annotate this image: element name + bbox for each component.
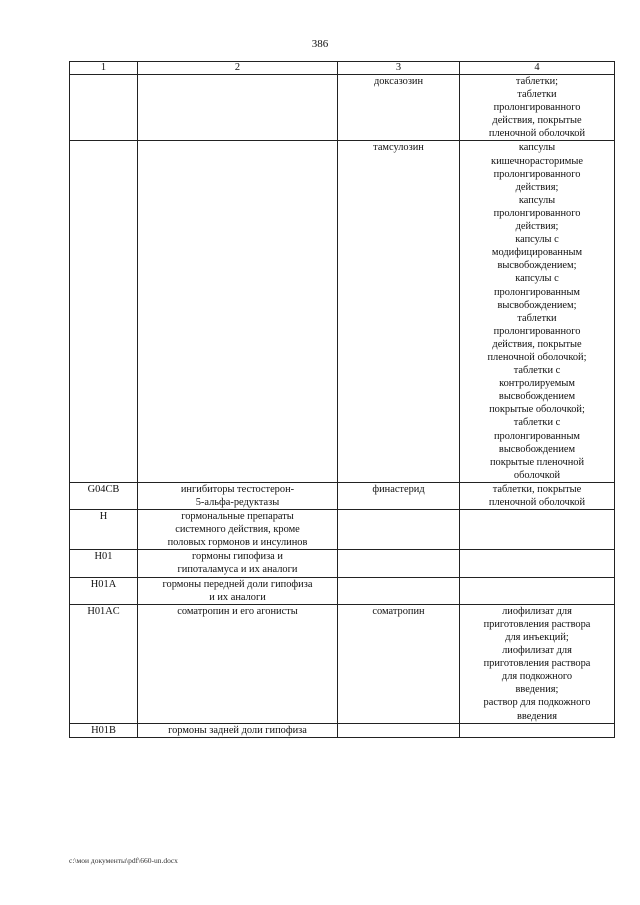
cell-text-line: H01AC	[87, 605, 120, 617]
table-row	[70, 141, 615, 482]
cell-text-line: оболочкой	[513, 469, 561, 481]
anatomical-group-cell	[138, 510, 338, 550]
cell-text-line: гипоталамуса и их аналоги	[177, 564, 298, 576]
cell-text-line: и их аналоги	[209, 591, 266, 603]
cell-text-line: пролонгированного	[493, 325, 581, 337]
cell-text-line: высвобождением;	[497, 299, 577, 311]
cell-text-line: пролонгированным	[493, 286, 581, 298]
cell-text-line: введения;	[515, 684, 559, 696]
anatomical-group-cell	[138, 604, 338, 723]
anatomical-group-cell	[138, 75, 338, 141]
anatomical-group-cell	[138, 550, 338, 577]
cell-text-line: пролонгированным	[493, 430, 581, 442]
cell-text-line: таблетки;	[515, 76, 559, 87]
cell-text-line: доксазозин	[373, 76, 424, 87]
atc-code-cell	[70, 510, 138, 550]
table-body	[70, 75, 615, 738]
cell-text-line: H01	[94, 551, 113, 563]
cell-text-line: соматропин	[372, 605, 425, 617]
cell-text-line: половых гормонов и инсулинов	[167, 537, 308, 549]
cell-text-line: капсулы с	[515, 273, 559, 285]
cell-text-line: покрытые пленочной	[489, 456, 585, 468]
table-row	[70, 510, 615, 550]
cell-text-line: гормоны передней доли гипофиза	[162, 578, 313, 590]
cell-text-line: гормоны задней доли гипофиза	[168, 724, 307, 736]
footer-file-path: c:\мои документы\pdf\660-un.docx	[69, 856, 178, 865]
dosage-forms-cell	[460, 550, 615, 577]
anatomical-group-cell	[138, 482, 338, 509]
atc-code-cell	[70, 723, 138, 737]
anatomical-group-cell	[138, 723, 338, 737]
dosage-forms-cell	[460, 75, 615, 141]
atc-code-cell	[70, 577, 138, 604]
atc-code-cell	[70, 75, 138, 141]
cell-text-line: для инъекций;	[505, 631, 569, 643]
column-header: 1	[70, 62, 138, 75]
cell-text-line: контролируемым	[499, 378, 575, 390]
table-row	[70, 577, 615, 604]
drug-name-cell	[338, 75, 460, 141]
cell-text-line: капсулы	[518, 194, 556, 206]
table-row	[70, 723, 615, 737]
column-header: 2	[138, 62, 338, 75]
cell-text-line: G04CB	[87, 483, 120, 495]
cell-text-line: для подкожного	[501, 671, 573, 683]
dosage-forms-cell	[460, 510, 615, 550]
cell-text-line: системного действия, кроме	[175, 524, 300, 536]
drug-name-cell	[338, 482, 460, 509]
cell-text-line: таблетки с	[513, 365, 561, 377]
cell-text-line: приготовления раствора	[483, 618, 591, 630]
dosage-forms-cell	[460, 723, 615, 737]
cell-text-line: гормональные препараты	[181, 511, 294, 523]
dosage-forms-cell	[460, 577, 615, 604]
cell-text-line: капсулы	[518, 142, 556, 154]
cell-text-line: тамсулозин	[373, 142, 424, 154]
cell-text-line: пролонгированного	[493, 207, 581, 219]
cell-text-line: таблетки	[517, 89, 557, 101]
cell-text-line: действия;	[515, 221, 559, 233]
atc-code-cell	[70, 550, 138, 577]
cell-text-line: H	[99, 511, 108, 523]
dosage-forms-cell	[460, 482, 615, 509]
cell-text-line: 5-альфа-редуктазы	[195, 497, 280, 508]
cell-text-line: соматропин и его агонисты	[177, 605, 298, 617]
cell-text-line: пленочной оболочкой	[488, 128, 586, 140]
anatomical-group-cell	[138, 577, 338, 604]
cell-text-line: пролонгированного	[493, 168, 581, 180]
cell-text-line: действия;	[515, 181, 559, 193]
drug-name-cell	[338, 550, 460, 577]
atc-code-cell	[70, 141, 138, 482]
atc-code-cell	[70, 604, 138, 723]
cell-text-line: введения	[516, 710, 558, 722]
drug-name-cell	[338, 510, 460, 550]
cell-text-line: финастерид	[372, 483, 425, 495]
cell-text-line: действия, покрытые	[492, 115, 582, 127]
cell-text-line: модифицированным	[491, 247, 583, 259]
cell-text-line: высвобождением	[498, 391, 576, 403]
column-header: 3	[338, 62, 460, 75]
cell-text-line: раствор для подкожного	[483, 697, 591, 709]
dosage-forms-cell	[460, 141, 615, 482]
table-row	[70, 482, 615, 509]
cell-text-line: покрытые оболочкой;	[489, 404, 585, 416]
cell-text-line: таблетки с	[513, 417, 561, 429]
cell-text-line: пролонгированного	[493, 102, 581, 114]
cell-text-line: приготовления раствора	[483, 658, 591, 670]
cell-text-line: кишечнорасторимые	[491, 155, 583, 167]
medication-table	[69, 61, 615, 738]
column-header: 4	[460, 62, 615, 75]
dosage-forms-cell	[460, 604, 615, 723]
table-header-row	[70, 62, 615, 75]
cell-text-line: ингибиторы тестостерон-	[180, 483, 295, 495]
atc-code-cell	[70, 482, 138, 509]
cell-text-line: высвобождением;	[497, 260, 577, 272]
table-row	[70, 604, 615, 723]
cell-text-line: H01B	[91, 724, 116, 736]
cell-text-line: пленочной оболочкой	[488, 497, 586, 508]
cell-text-line: лиофилизат для	[502, 605, 572, 617]
cell-text-line: капсулы с	[515, 234, 559, 246]
cell-text-line: H01A	[90, 578, 117, 590]
cell-text-line: гормоны гипофиза и	[192, 551, 283, 563]
drug-name-cell	[338, 604, 460, 723]
cell-text-line: высвобождением	[498, 443, 576, 455]
table-row	[70, 75, 615, 141]
cell-text-line: действия, покрытые	[492, 338, 582, 350]
cell-text-line: лиофилизат для	[502, 645, 572, 657]
page-number: 386	[311, 38, 329, 50]
cell-text-line: таблетки	[517, 312, 557, 324]
drug-name-cell	[338, 577, 460, 604]
drug-name-cell	[338, 723, 460, 737]
anatomical-group-cell	[138, 141, 338, 482]
drug-name-cell	[338, 141, 460, 482]
cell-text-line: пленочной оболочкой;	[487, 351, 587, 363]
table-row	[70, 550, 615, 577]
cell-text-line: таблетки, покрытые	[492, 483, 582, 495]
